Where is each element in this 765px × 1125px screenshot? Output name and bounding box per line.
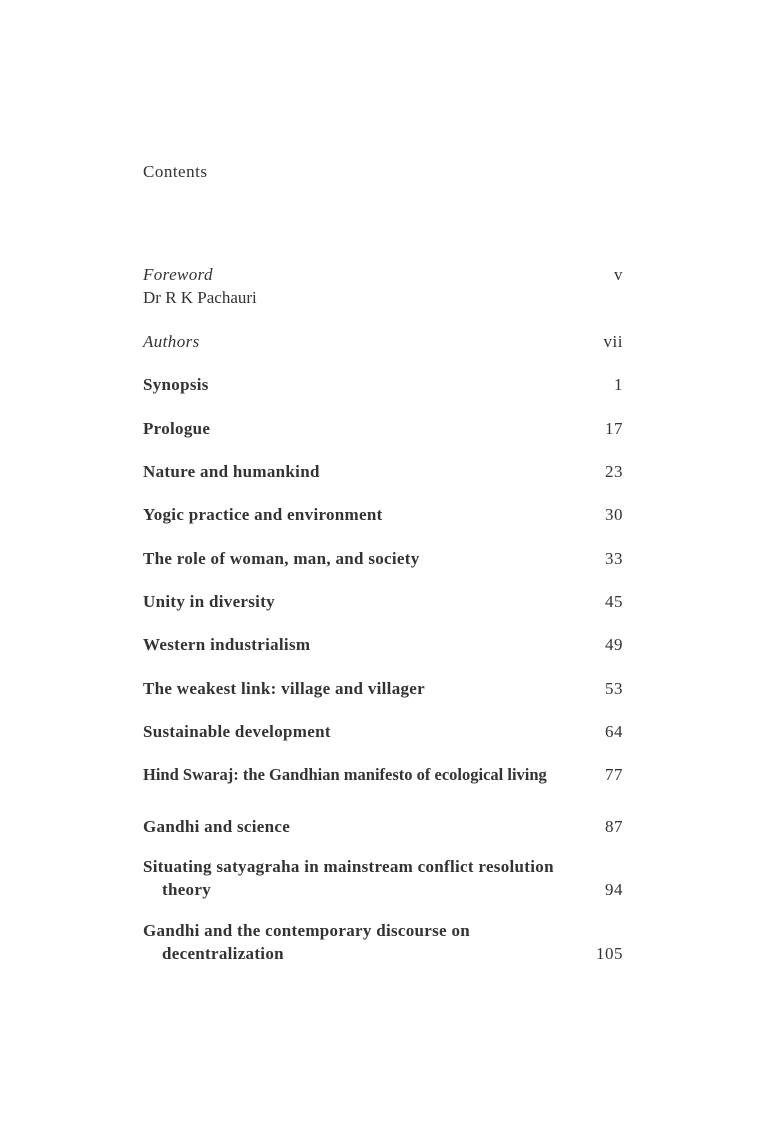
- entry-page: 105: [596, 944, 623, 963]
- toc-entry: [143, 920, 623, 942]
- entry-page: 30: [605, 505, 623, 524]
- entry-page: 64: [605, 722, 623, 741]
- entry-title: Sustainable development: [143, 722, 331, 741]
- entry-title-cont: theory: [162, 880, 212, 899]
- toc-entry-foreword-author: [143, 287, 623, 309]
- entry-title: Synopsis: [143, 375, 209, 394]
- entry-title: Yogic practice and environment: [143, 505, 383, 524]
- entry-subtitle: Dr R K Pachauri: [143, 288, 257, 307]
- toc-entry: [143, 816, 623, 838]
- entry-page: 23: [605, 462, 623, 481]
- toc-entry: [143, 374, 623, 396]
- toc-entry-authors: [143, 331, 623, 353]
- entry-title: Gandhi and science: [143, 817, 291, 836]
- entry-page: 77: [605, 765, 623, 784]
- entry-page: 1: [614, 375, 623, 394]
- toc-entry: [143, 721, 623, 743]
- entry-page: 87: [605, 817, 623, 836]
- entry-title: Authors: [143, 332, 200, 351]
- entry-title: Western industrialism: [143, 635, 311, 654]
- entry-title: Hind Swaraj: the Gandhian manifesto of ecological living: [143, 765, 547, 784]
- entry-page: 49: [605, 635, 623, 654]
- entry-title: Unity in diversity: [143, 592, 275, 611]
- toc-entry: [143, 461, 623, 483]
- toc-entry: [143, 634, 623, 656]
- entry-page: 45: [605, 592, 623, 611]
- toc-entry-continuation: [143, 879, 623, 901]
- toc-entry-continuation: [143, 943, 623, 965]
- entry-title: Gandhi and the contemporary discourse on: [143, 921, 470, 940]
- toc-entry: [143, 504, 623, 526]
- entry-title-cont: decentralization: [162, 944, 284, 963]
- entry-title: The role of woman, man, and society: [143, 549, 420, 568]
- toc-entry-foreword: [143, 264, 623, 286]
- toc-entry: [143, 678, 623, 700]
- entry-page: 33: [605, 549, 623, 568]
- toc-entry: [143, 418, 623, 440]
- entry-title: Situating satyagraha in mainstream conflict resolution: [143, 857, 554, 876]
- entry-title: Nature and humankind: [143, 462, 320, 481]
- entry-title: Prologue: [143, 419, 211, 438]
- toc-entry: [143, 856, 623, 878]
- entry-page: 17: [605, 419, 623, 438]
- entry-page: v: [614, 265, 623, 284]
- page-title: Contents: [143, 162, 208, 181]
- entry-page: vii: [603, 332, 623, 351]
- entry-title: The weakest link: village and villager: [143, 679, 425, 698]
- toc-entry: [143, 764, 623, 786]
- entry-title: Foreword: [143, 265, 213, 284]
- toc-entry: [143, 591, 623, 613]
- toc-entry: [143, 548, 623, 570]
- entry-page: 53: [605, 679, 623, 698]
- entry-page: 94: [605, 880, 623, 899]
